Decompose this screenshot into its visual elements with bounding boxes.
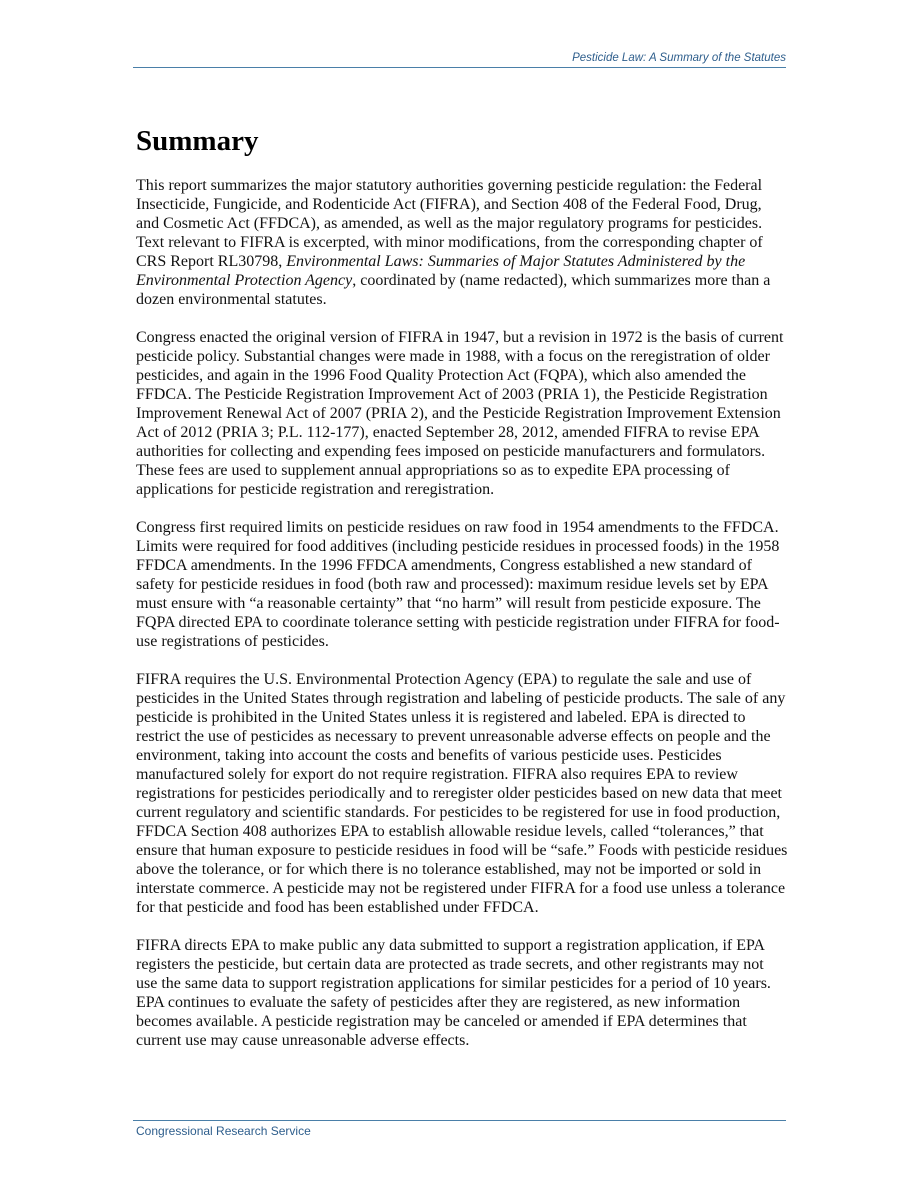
page-footer	[133, 1120, 786, 1139]
footer-organization: Congressional Research Service	[136, 1124, 311, 1138]
page-title: Summary	[136, 125, 259, 157]
cited-report-title: Environmental Laws: Summaries of Major Statutes Administered by the Environmental Protection Agency	[136, 253, 746, 289]
paragraph-4: FIFRA requires the U.S. Environmental Protection Agency (EPA) to regulate the sale and use of pesticides in the United States through registration and labeling of pesticide products. The sale of any pesticide is prohibited in the United States unless it is registered and labeled. EPA is directed to restrict the use of pesticides as necessary to prevent unreasonable adverse effects on people and the environment, taking into account the costs and benefits of various pesticide uses. Pesticides manufactured solely for export do not require registration. FIFRA also requires EPA to review registrations for pesticides periodically and to reregister older pesticides based on new data that meet current regulatory and scientific standards. For pesticides to be registered for use in food production, FFDCA Section 408 authorizes EPA to establish allowable residue levels, called “tolerances,” that ensure that human exposure to pesticide residues in food will be “safe.” Foods with pesticide residues above the tolerance, or for which there is no tolerance established, may not be imported or sold in interstate commerce. A pesticide may not be registered under FIFRA for a food use unless a tolerance for that pesticide and food has been established under FFDCA.	[136, 671, 788, 916]
paragraph-5: FIFRA directs EPA to make public any data submitted to support a registration application, if EPA registers the pesticide, but certain data are protected as trade secrets, and other registrants may not use the same data to support registration applications for similar pesticides for a period of 10 years. EPA continues to evaluate the safety of pesticides after they are registered, as new information becomes available. A pesticide registration may be canceled or amended if EPA determines that current use may cause unreasonable adverse effects.	[136, 937, 771, 1049]
paragraph-3: Congress first required limits on pesticide residues on raw food in 1954 amendments to the FFDCA. Limits were required for food additives (including pesticide residues in processed foods) in the 1958 FFDCA amendments. In the 1996 FFDCA amendments, Congress established a new standard of safety for pesticide residues in food (both raw and processed): maximum residue levels set by EPA must ensure with “a reasonable certainty” that “no harm” will result from pesticide exposure. The FQPA directed EPA to coordinate tolerance setting with pesticide registration under FIFRA for food-use registrations of pesticides.	[136, 519, 780, 650]
paragraph-1-text-b: , coordinated by (name redacted), which summarizes more than a dozen environmental statutes.	[136, 272, 771, 308]
running-title: Pesticide Law: A Summary of the Statutes	[572, 52, 786, 64]
paragraph-1-text-a: This report summarizes the major statutory authorities governing pesticide regulation: the Federal Insecticide, Fungicide, and Rodenticide Act (FIFRA), and Section 408 of the Federal Food, Drug, and Cosmetic Act (FFDCA), as amended, as well as the major regulatory programs for pesticides. Text relevant to FIFRA is excerpted, with minor modifications, from the corresponding chapter of CRS Report RL30798,	[136, 177, 763, 270]
paragraph-2: Congress enacted the original version of FIFRA in 1947, but a revision in 1972 is the basis of current pesticide policy. Substantial changes were made in 1988, with a focus on the reregistration of older pesticides, and again in the 1996 Food Quality Protection Act (FQPA), which also amended the FFDCA. The Pesticide Registration Improvement Act of 2003 (PRIA 1), the Pesticide Registration Improvement Renewal Act of 2007 (PRIA 2), and the Pesticide Registration Improvement Extension Act of 2012 (PRIA 3; P.L. 112-177), enacted September 28, 2012, amended FIFRA to revise EPA authorities for collecting and expending fees imposed on pesticide manufacturers and formulators. These fees are used to supplement annual appropriations so as to expedite EPA processing of applications for pesticide registration and reregistration.	[136, 329, 784, 498]
summary-body	[136, 176, 788, 1069]
paragraph-1	[136, 176, 788, 309]
running-header	[133, 50, 786, 68]
